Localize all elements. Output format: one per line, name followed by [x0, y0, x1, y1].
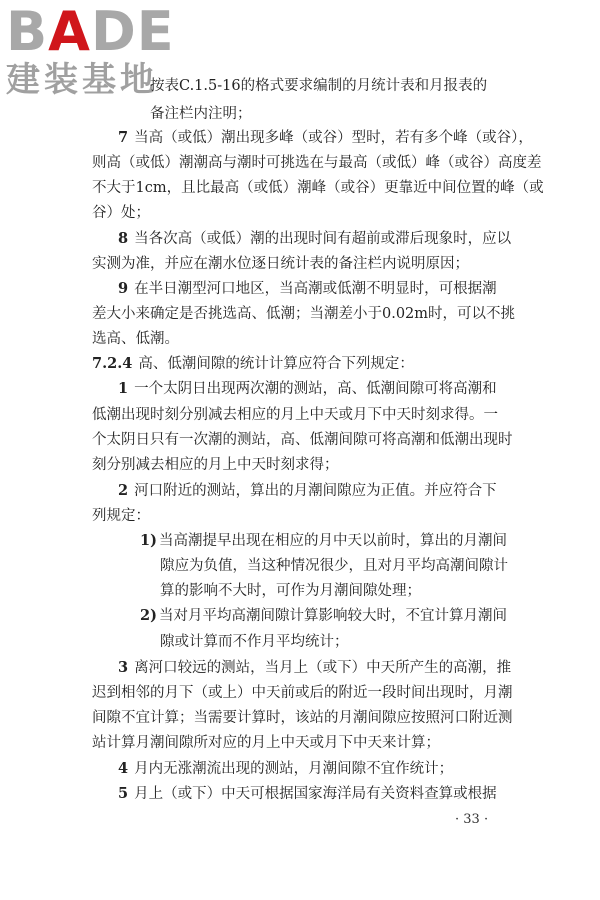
text-line: 算的影响不大时，可作为月潮间隙处理； [160, 583, 421, 599]
text-line: 列规定： [92, 508, 150, 524]
list-item-1: 1 一个太阴日出现两次潮的测站，高、低潮间隙可将高潮和 [118, 380, 497, 397]
list-item-4: 4 月内无涨潮流出现的测站，月潮间隙不宜作统计； [118, 760, 454, 777]
list-item-2: 2 河口附近的测站，算出的月潮间隙应为正值。并应符合下 [118, 482, 497, 499]
text-line: 备注栏内注明； [150, 106, 252, 122]
watermark-subtitle: 建装基地 [6, 60, 158, 100]
text-line: 间隙不宜计算；当需要计算时，该站的月潮间隙应按照河口附近测 [92, 710, 513, 726]
text-line: 低潮出现时刻分别减去相应的月上中天或月下中天时刻求得。一 [92, 407, 498, 423]
text-line: 实测为准，并应在潮水位逐日统计表的备注栏内说明原因； [92, 256, 469, 272]
page-number: · 33 · [455, 812, 489, 827]
text-line: 迟到相邻的月下（或上）中天前或后的附近一段时间出现时，月潮 [92, 685, 513, 701]
text-line: 差大小来确定是否挑选高、低潮；当潮差小于0.02m时，可以不挑 [92, 306, 516, 322]
text-line: 隙应为负值，当这种情况很少，且对月平均高潮间隙计 [160, 558, 508, 574]
list-item-7: 7 当高（或低）潮出现多峰（或谷）型时，若有多个峰（或谷）， [118, 129, 533, 146]
text-line: 站计算月潮间隙所对应的月上中天或月下中天来计算； [92, 735, 440, 751]
list-item-5: 5 月上（或下）中天可根据国家海洋局有关资料查算或根据 [118, 785, 497, 802]
text-line: 刻分别减去相应的月上中天时刻求得； [92, 457, 339, 473]
text-line: 不大于1cm，且比最高（或低）潮峰（或谷）更靠近中间位置的峰（或 [92, 180, 544, 196]
sub-item-1: 1) 当高潮提早出现在相应的月中天以前时，算出的月潮间 [140, 532, 507, 549]
list-item-9: 9 在半日潮型河口地区，当高潮或低潮不明显时，可根据潮 [118, 280, 497, 297]
list-item-8: 8 当各次高（或低）潮的出现时间有超前或滞后现象时，应以 [118, 230, 512, 247]
watermark-brand: BADE [6, 0, 175, 63]
section-heading-7-2-4: 7.2.4 高、低潮间隙的统计计算应符合下列规定： [92, 355, 414, 372]
text-line: 按表C.1.5-16的格式要求编制的月统计表和月报表的 [150, 78, 488, 94]
list-item-3: 3 离河口较远的测站，当月上（或下）中天所产生的高潮，推 [118, 659, 512, 676]
text-line: 则高（或低）潮潮高与潮时可挑选在与最高（或低）峰（或谷）高度差 [92, 155, 542, 171]
sub-item-2: 2) 当对月平均高潮间隙计算影响较大时，不宜计算月潮间 [140, 607, 507, 624]
text-line: 个太阴日只有一次潮的测站，高、低潮间隙可将高潮和低潮出现时 [92, 432, 513, 448]
text-line: 谷）处； [92, 205, 150, 221]
text-line: 隙或计算而不作月平均统计； [160, 634, 349, 650]
text-line: 选高、低潮。 [92, 331, 179, 347]
